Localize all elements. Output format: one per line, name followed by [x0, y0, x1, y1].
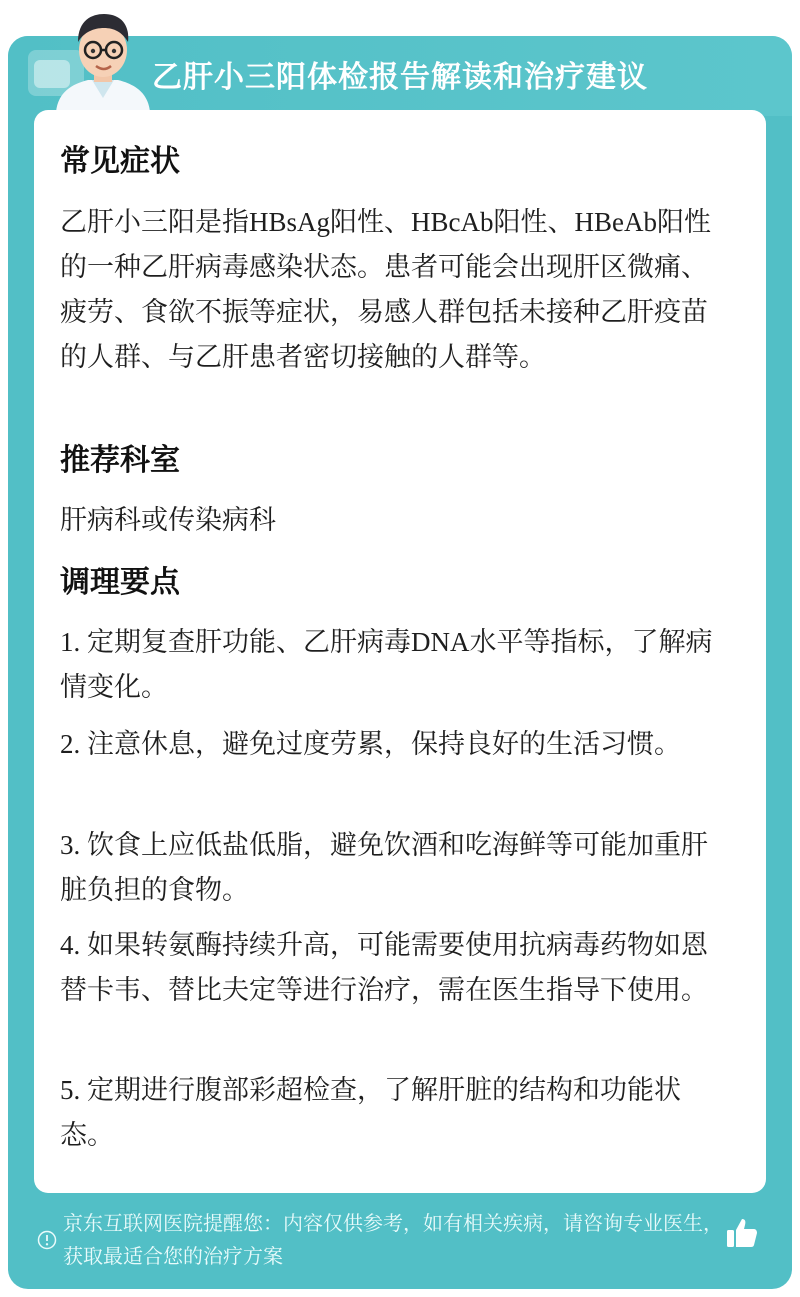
- page-title: 乙肝小三阳体检报告解读和治疗建议: [152, 60, 648, 95]
- doctor-avatar-icon: [48, 6, 158, 112]
- care-item: 2. 注意休息，避免过度劳累，保持良好的生活习惯。: [60, 729, 681, 759]
- care-item: 3. 饮食上应低盐低脂，避免饮酒和吃海鲜等可能加重肝脏负担的食物。: [60, 830, 708, 905]
- care-item: 5. 定期进行腹部彩超检查，了解肝脏的结构和功能状态。: [60, 1075, 681, 1150]
- department-text: 肝病科或传染病科: [60, 505, 276, 536]
- care-heading: 调理要点: [60, 565, 180, 600]
- symptoms-text: 乙肝小三阳是指HBsAg阳性、HBcAb阳性、HBeAb阳性的一种乙肝病毒感染状态。患者可能会出现肝区微痛、疲劳、食欲不振等症状，易感人群包括未接种乙肝疫苗的人群、与乙肝患者密切接触的人群等。: [60, 207, 711, 372]
- content-card: [34, 110, 766, 1193]
- symptoms-heading: 常见症状: [60, 144, 180, 179]
- care-item: 1. 定期复查肝功能、乙肝病毒DNA水平等指标，了解病情变化。: [60, 627, 713, 702]
- department-heading: 推荐科室: [60, 443, 180, 478]
- footer: [8, 1193, 792, 1289]
- care-item: 4. 如果转氨酶持续升高，可能需要使用抗病毒药物如恩替卡韦、替比夫定等进行治疗，需在医生指导下使用。: [60, 930, 708, 1005]
- footer-notice: 京东互联网医院提醒您：内容仅供参考，如有相关疾病，请咨询专业医生，获取最适合您的治疗方案: [63, 1211, 723, 1268]
- info-icon: [37, 1230, 57, 1250]
- thumbs-up-icon[interactable]: [724, 1215, 760, 1251]
